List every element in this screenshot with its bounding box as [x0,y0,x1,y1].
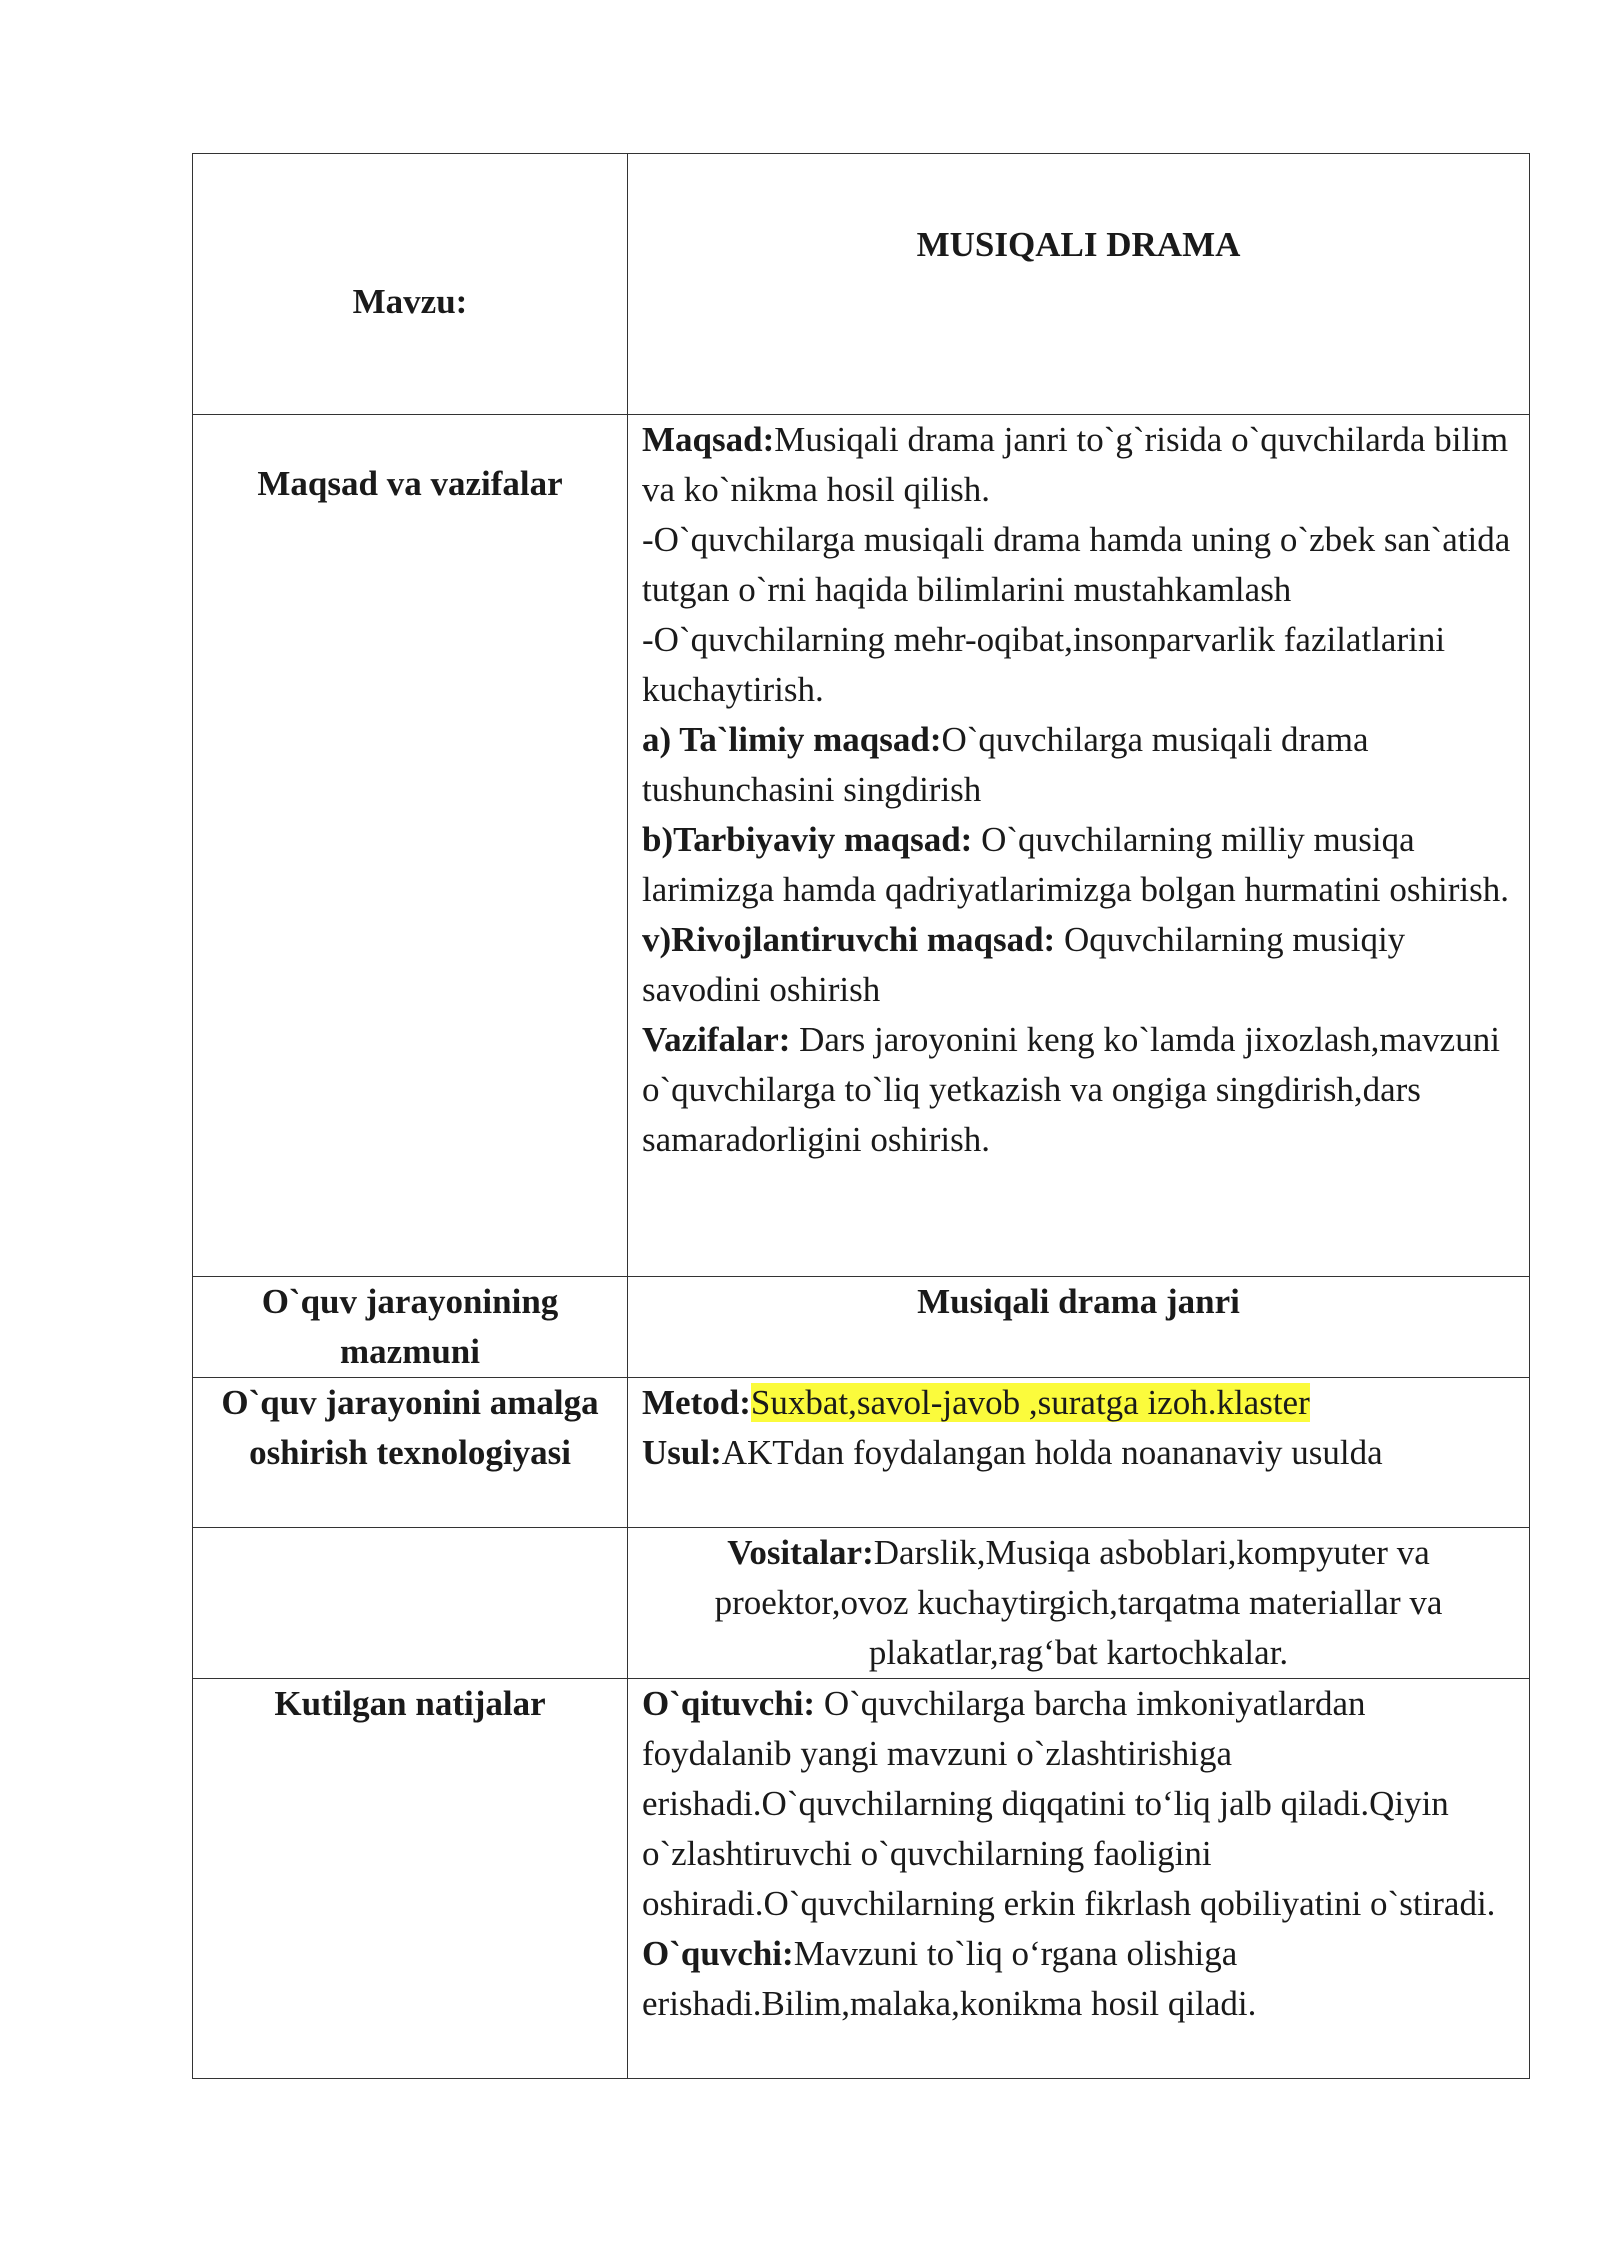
row-texnologiya [193,1378,1530,1528]
maqsad-line [642,915,1515,1015]
row-mazmun [193,1277,1530,1378]
maqsad-line [642,615,1515,715]
usul-value: AKTdan foydalangan holda noananaviy usulda [721,1433,1383,1472]
row-natijalar [193,1679,1530,2079]
maqsad-line-label: Vazifalar: [642,1020,791,1059]
oqituvchi-label: O`qituvchi: [642,1684,816,1723]
metod-value: Suxbat,savol-javob ,suratga izoh.klaster [750,1383,1310,1422]
label-vositalar [193,1528,628,1679]
maqsad-line [642,515,1515,615]
texnologiya-content [628,1378,1530,1528]
oqituvchi-result [642,1679,1515,1929]
maqsad-line [642,715,1515,815]
maqsad-line [642,1015,1515,1165]
label-natijalar: Kutilgan natijalar [193,1679,628,2079]
usul-line [642,1428,1515,1478]
maqsad-line-text: Musiqali drama janri to`g`risida o`quvchilarda bilim va ko`nikma hosil qilish. [642,420,1509,509]
label-mazmun: O`quv jarayonining mazmuni [193,1277,628,1378]
vositalar-text: Darslik,Musiqa asboblari,kompyuter va proektor,ovoz kuchaytirgich,tarqatma materiallar va plakatlar,rag‘bat kartochkalar. [714,1533,1443,1672]
label-mavzu: Mavzu: [193,154,628,415]
oquvchi-text: Mavzuni to`liq o‘rgana olishiga erishadi.Bilim,malaka,konikma hosil qiladi. [642,1934,1257,2023]
maqsad-line-text: O`quvchilarga musiqali drama tushunchasini singdirish [642,720,1369,809]
maqsad-line-label: a) Ta`limiy maqsad: [642,720,942,759]
metod-label: Metod: [642,1383,751,1422]
maqsad-line-text: -O`quvchilarning mehr-oqibat,insonparvarlik fazilatlarini kuchaytirish. [642,620,1446,709]
oquvchi-result [642,1929,1515,2029]
value-mazmun: Musiqali drama janri [628,1277,1530,1378]
maqsad-line-text: -O`quvchilarga musiqali drama hamda uning o`zbek san`atida tutgan o`rni haqida bilimlarini mustahkamlash [642,520,1511,609]
label-maqsad: Maqsad va vazifalar [193,415,628,1277]
maqsad-line-label: Maqsad: [642,420,775,459]
maqsad-line-text: O`quvchilarning milliy musiqa larimizga hamda qadriyatlarimizga bolgan hurmatini oshirish. [642,820,1509,909]
value-topic: MUSIQALI DRAMA [628,154,1530,415]
maqsad-line-label: b)Tarbiyaviy maqsad: [642,820,973,859]
lesson-plan-table [192,153,1530,2079]
vositalar-label: Vositalar: [727,1533,874,1572]
maqsad-line-text: Dars jaroyonini keng ko`lamda jixozlash,mavzuni o`quvchilarga to`liq yetkazish va ongiga singdirish,dars samaradorligini oshirish. [642,1020,1500,1159]
row-vositalar [193,1528,1530,1679]
oqituvchi-text: O`quvchilarga barcha imkoniyatlardan foydalanib yangi mavzuni o`zlashtirishiga erishadi.O`quvchilarning diqqatini to‘liq jalb qiladi.Qiyin o`zlashtiruvchi o`quvchilarning faoligini oshiradi.O`quvchilarning erkin fikrlash qobiliyatini o`stiradi. [642,1684,1496,1923]
vositalar-content [628,1528,1530,1679]
maqsad-content [628,415,1530,1277]
usul-label: Usul: [642,1433,722,1472]
metod-line [642,1378,1515,1428]
oquvchi-label: O`quvchi: [642,1934,794,1973]
row-mavzu [193,154,1530,415]
label-texnologiya: O`quv jarayonini amalga oshirish texnologiyasi [193,1378,628,1528]
maqsad-line [642,815,1515,915]
maqsad-line [642,415,1515,515]
maqsad-line-label: v)Rivojlantiruvchi maqsad: [642,920,1056,959]
maqsad-line-text: Oquvchilarning musiqiy savodini oshirish [642,920,1406,1009]
row-maqsad [193,415,1530,1277]
natijalar-content [628,1679,1530,2079]
